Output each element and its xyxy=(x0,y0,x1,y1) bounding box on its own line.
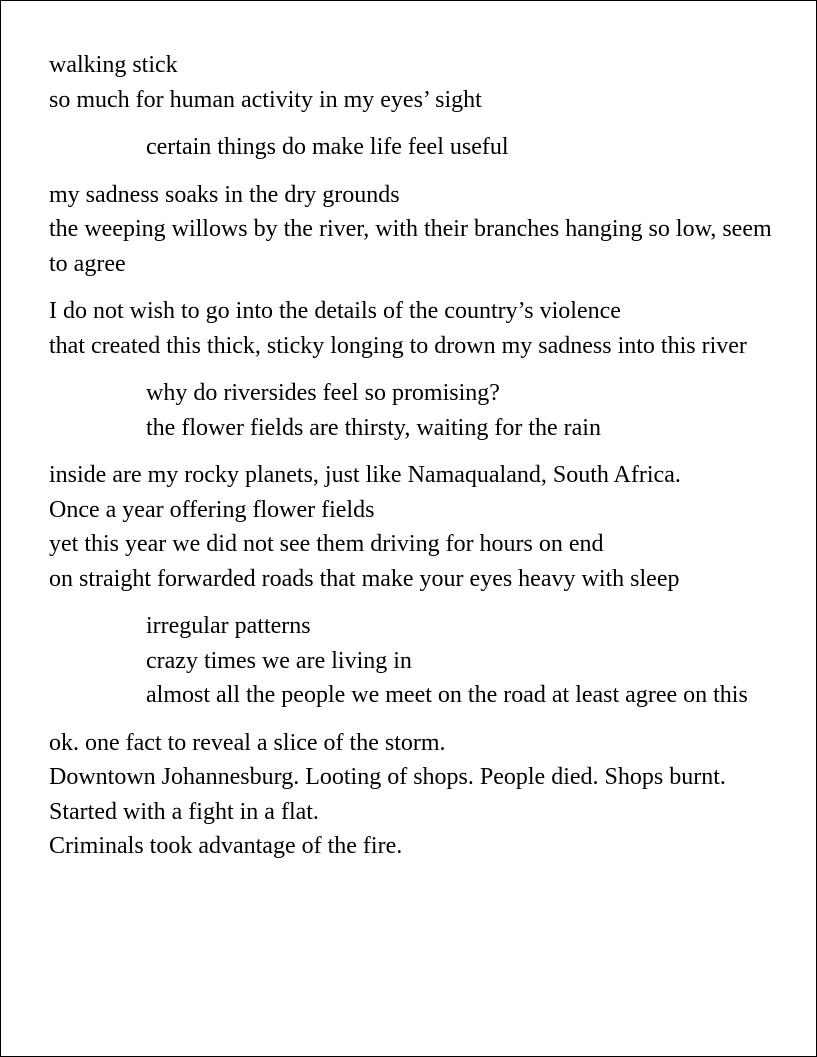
poem-line: on straight forwarded roads that make your eyes heavy with sleep xyxy=(49,565,680,592)
stanza xyxy=(49,458,784,596)
poem-line: certain things do make life feel useful xyxy=(146,134,509,160)
poem-line: my sadness soaks in the dry grounds xyxy=(49,181,400,208)
poem-line: ok. one fact to reveal a slice of the storm. xyxy=(49,729,446,756)
poem-line: irregular patterns xyxy=(146,613,311,639)
stanza xyxy=(49,609,784,713)
poem-line: I do not wish to go into the details of the country’s violence xyxy=(49,298,621,324)
poem-line: almost all the people we meet on the road at least agree on this xyxy=(146,682,748,708)
poem-body xyxy=(49,48,784,877)
poem-line: that created this thick, sticky longing to drown my sadness into this river xyxy=(49,332,747,359)
stanza xyxy=(49,294,784,363)
stanza xyxy=(49,48,784,117)
poem-line: the weeping willows by the river, with their branches hanging so low, seem to agree xyxy=(49,216,772,277)
poem-line: Downtown Johannesburg. Looting of shops. People died. Shops burnt. Started with a fight in a flat. xyxy=(49,764,726,825)
poem-line: crazy times we are living in xyxy=(146,647,412,674)
stanza xyxy=(49,130,784,165)
poem-line: Once a year offering flower fields xyxy=(49,496,375,523)
poem-line: why do riversides feel so promising? xyxy=(146,380,500,406)
stanza xyxy=(49,178,784,282)
poem-line: inside are my rocky planets, just like Namaqualand, South Africa. xyxy=(49,462,681,488)
poem-line: yet this year we did not see them driving for hours on end xyxy=(49,531,604,557)
poem-line: Criminals took advantage of the fire. xyxy=(49,833,403,859)
poem-line: so much for human activity in my eyes’ sight xyxy=(49,86,482,113)
stanza xyxy=(49,726,784,864)
stanza xyxy=(49,376,784,445)
poem-line: walking stick xyxy=(49,52,178,78)
poem-line: the flower fields are thirsty, waiting for the rain xyxy=(146,414,601,441)
